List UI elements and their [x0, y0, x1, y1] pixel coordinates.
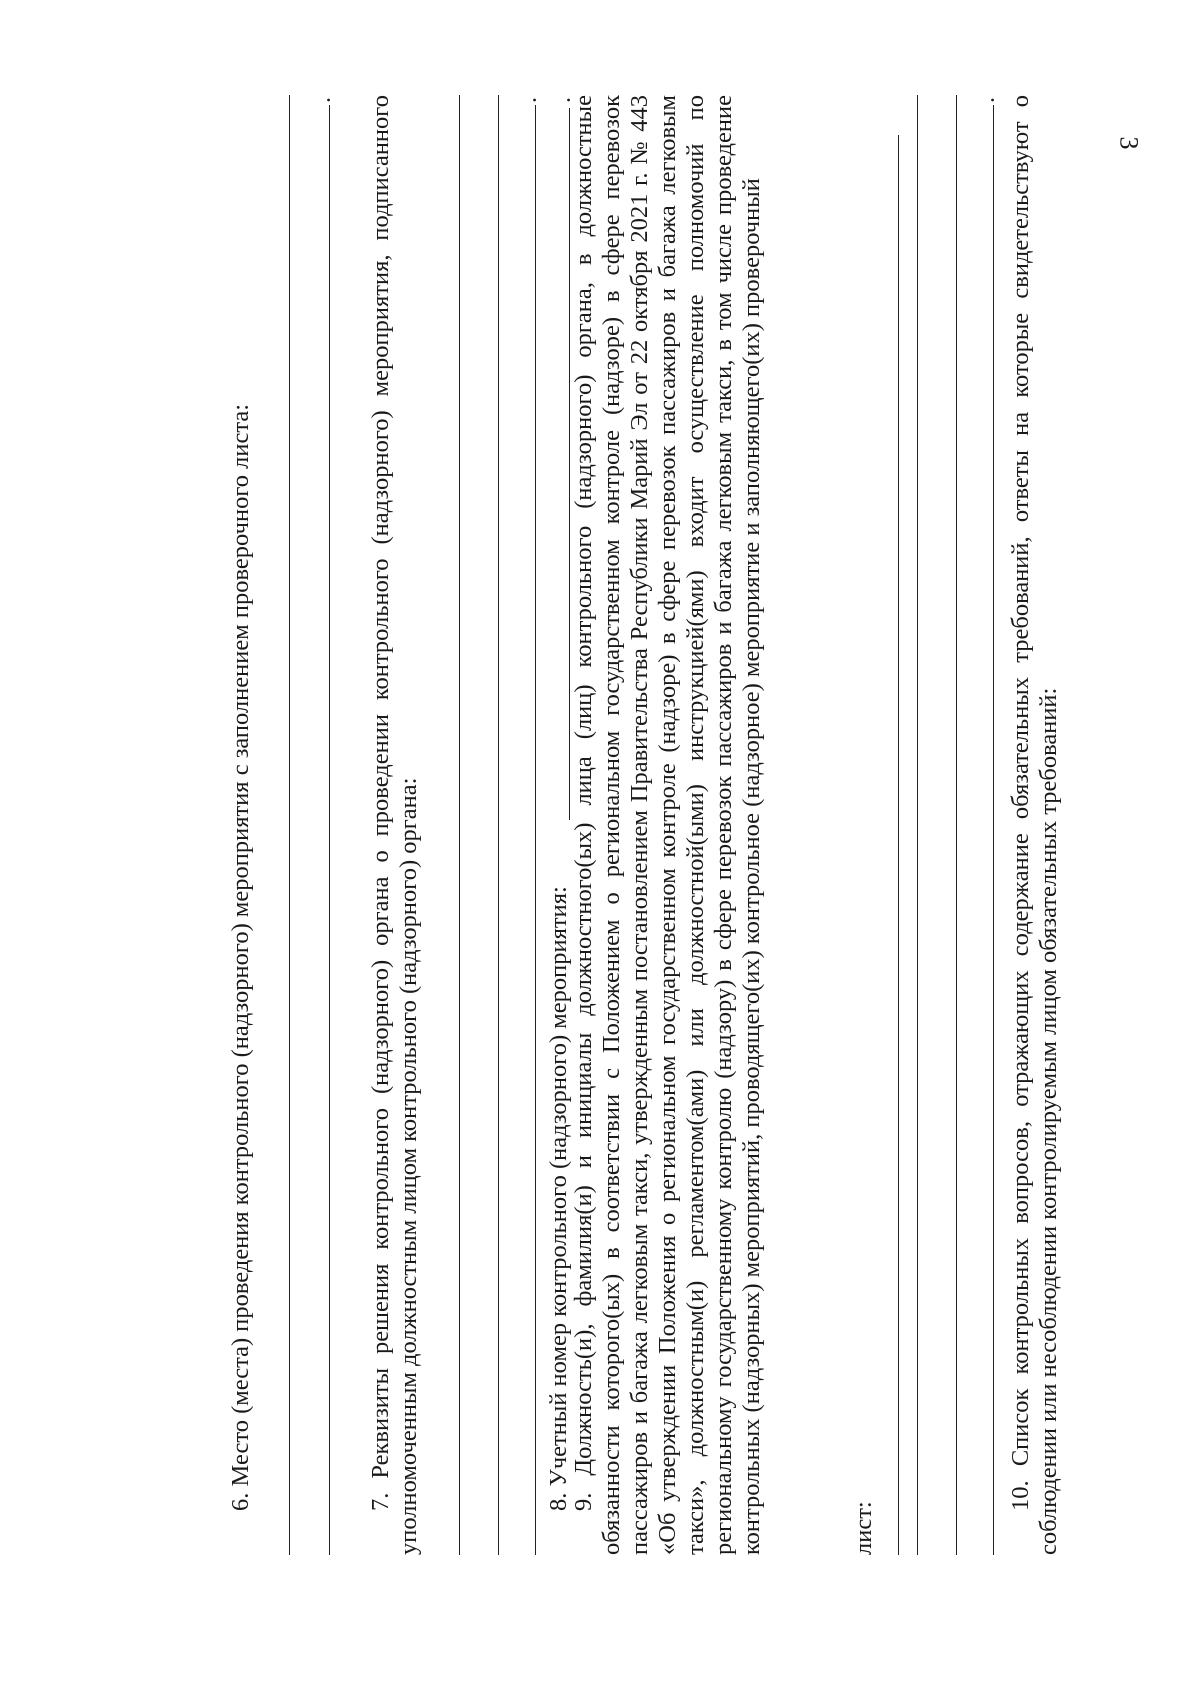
- item-9-line-3: [993, 105, 994, 1555]
- item-7-end-dot: .: [516, 97, 542, 103]
- document-body: [227, 95, 1157, 1555]
- item-9-label: 9. Должность(и), фамилия(и) и инициалы должностного(ых) лица (лиц) контрольного (надзорного) органа, в должностные обязанности которого(ых) в соответствии с Положением о региональном государственном контроле (надзоре) в сфере перевозок пассажиров и багажа легковым такси, утвержденным постановлением Правительства Республики Марий Эл от 22 октября 2021 г. № 443 «Об утверждении Положения о региональном государственном контроле (надзоре) в сфере перевозок пассажиров и багажа легковым такси», должностным(и) регламентом(ами) или должностной(ыми) инструкцией(ями) входит осуществление полномочий по региональному государственному контролю (надзору) в сфере перевозок пассажиров и багажа легковым такси, в том числе проведение контрольных (надзорных) мероприятий, проводящего(их) контрольное (надзорное) мероприятие и заполняющего(их) проверочный: [570, 95, 765, 1555]
- item-9-end-line: [880, 135, 899, 1555]
- item-7-line-3: [535, 105, 536, 1555]
- item-7-label: 7. Реквизиты решения контрольного (надзорного) органа о проведении контрольного (надзорного) мероприятия, подписанного уполномоченным должностным лицом контрольного (надзорного) органа:: [367, 95, 422, 1555]
- item-9-line-2: [956, 95, 957, 1555]
- item-7-line-2: [498, 95, 499, 1555]
- item-7-line-1: [459, 95, 460, 1555]
- item-8-label: 8. Учетный номер контрольного (надзорного) мероприятия:: [545, 886, 572, 1511]
- item-6-end-dot: .: [310, 97, 336, 103]
- item-9-end-text: лист:: [850, 1501, 877, 1555]
- item-6-line-1: [289, 95, 290, 1555]
- item-10-label: 10. Список контрольных вопросов, отражающих содержание обязательных требований, ответы на которые свидетельствуют о соблюдении или несоблюдении контролируемым лицом обязательных требований:: [1007, 95, 1062, 1555]
- item-6-line-2: [329, 105, 330, 1555]
- item-9-line-1: [917, 95, 918, 1555]
- page-number: 3: [1114, 136, 1144, 150]
- item-9-end-dot: .: [974, 97, 1000, 103]
- item-6-label: 6. Место (места) проведения контрольного (надзорного) мероприятия с заполнением проверочного листа:: [227, 403, 254, 1511]
- item-9-end: [850, 95, 906, 1555]
- item-8-end-dot: .: [550, 97, 576, 103]
